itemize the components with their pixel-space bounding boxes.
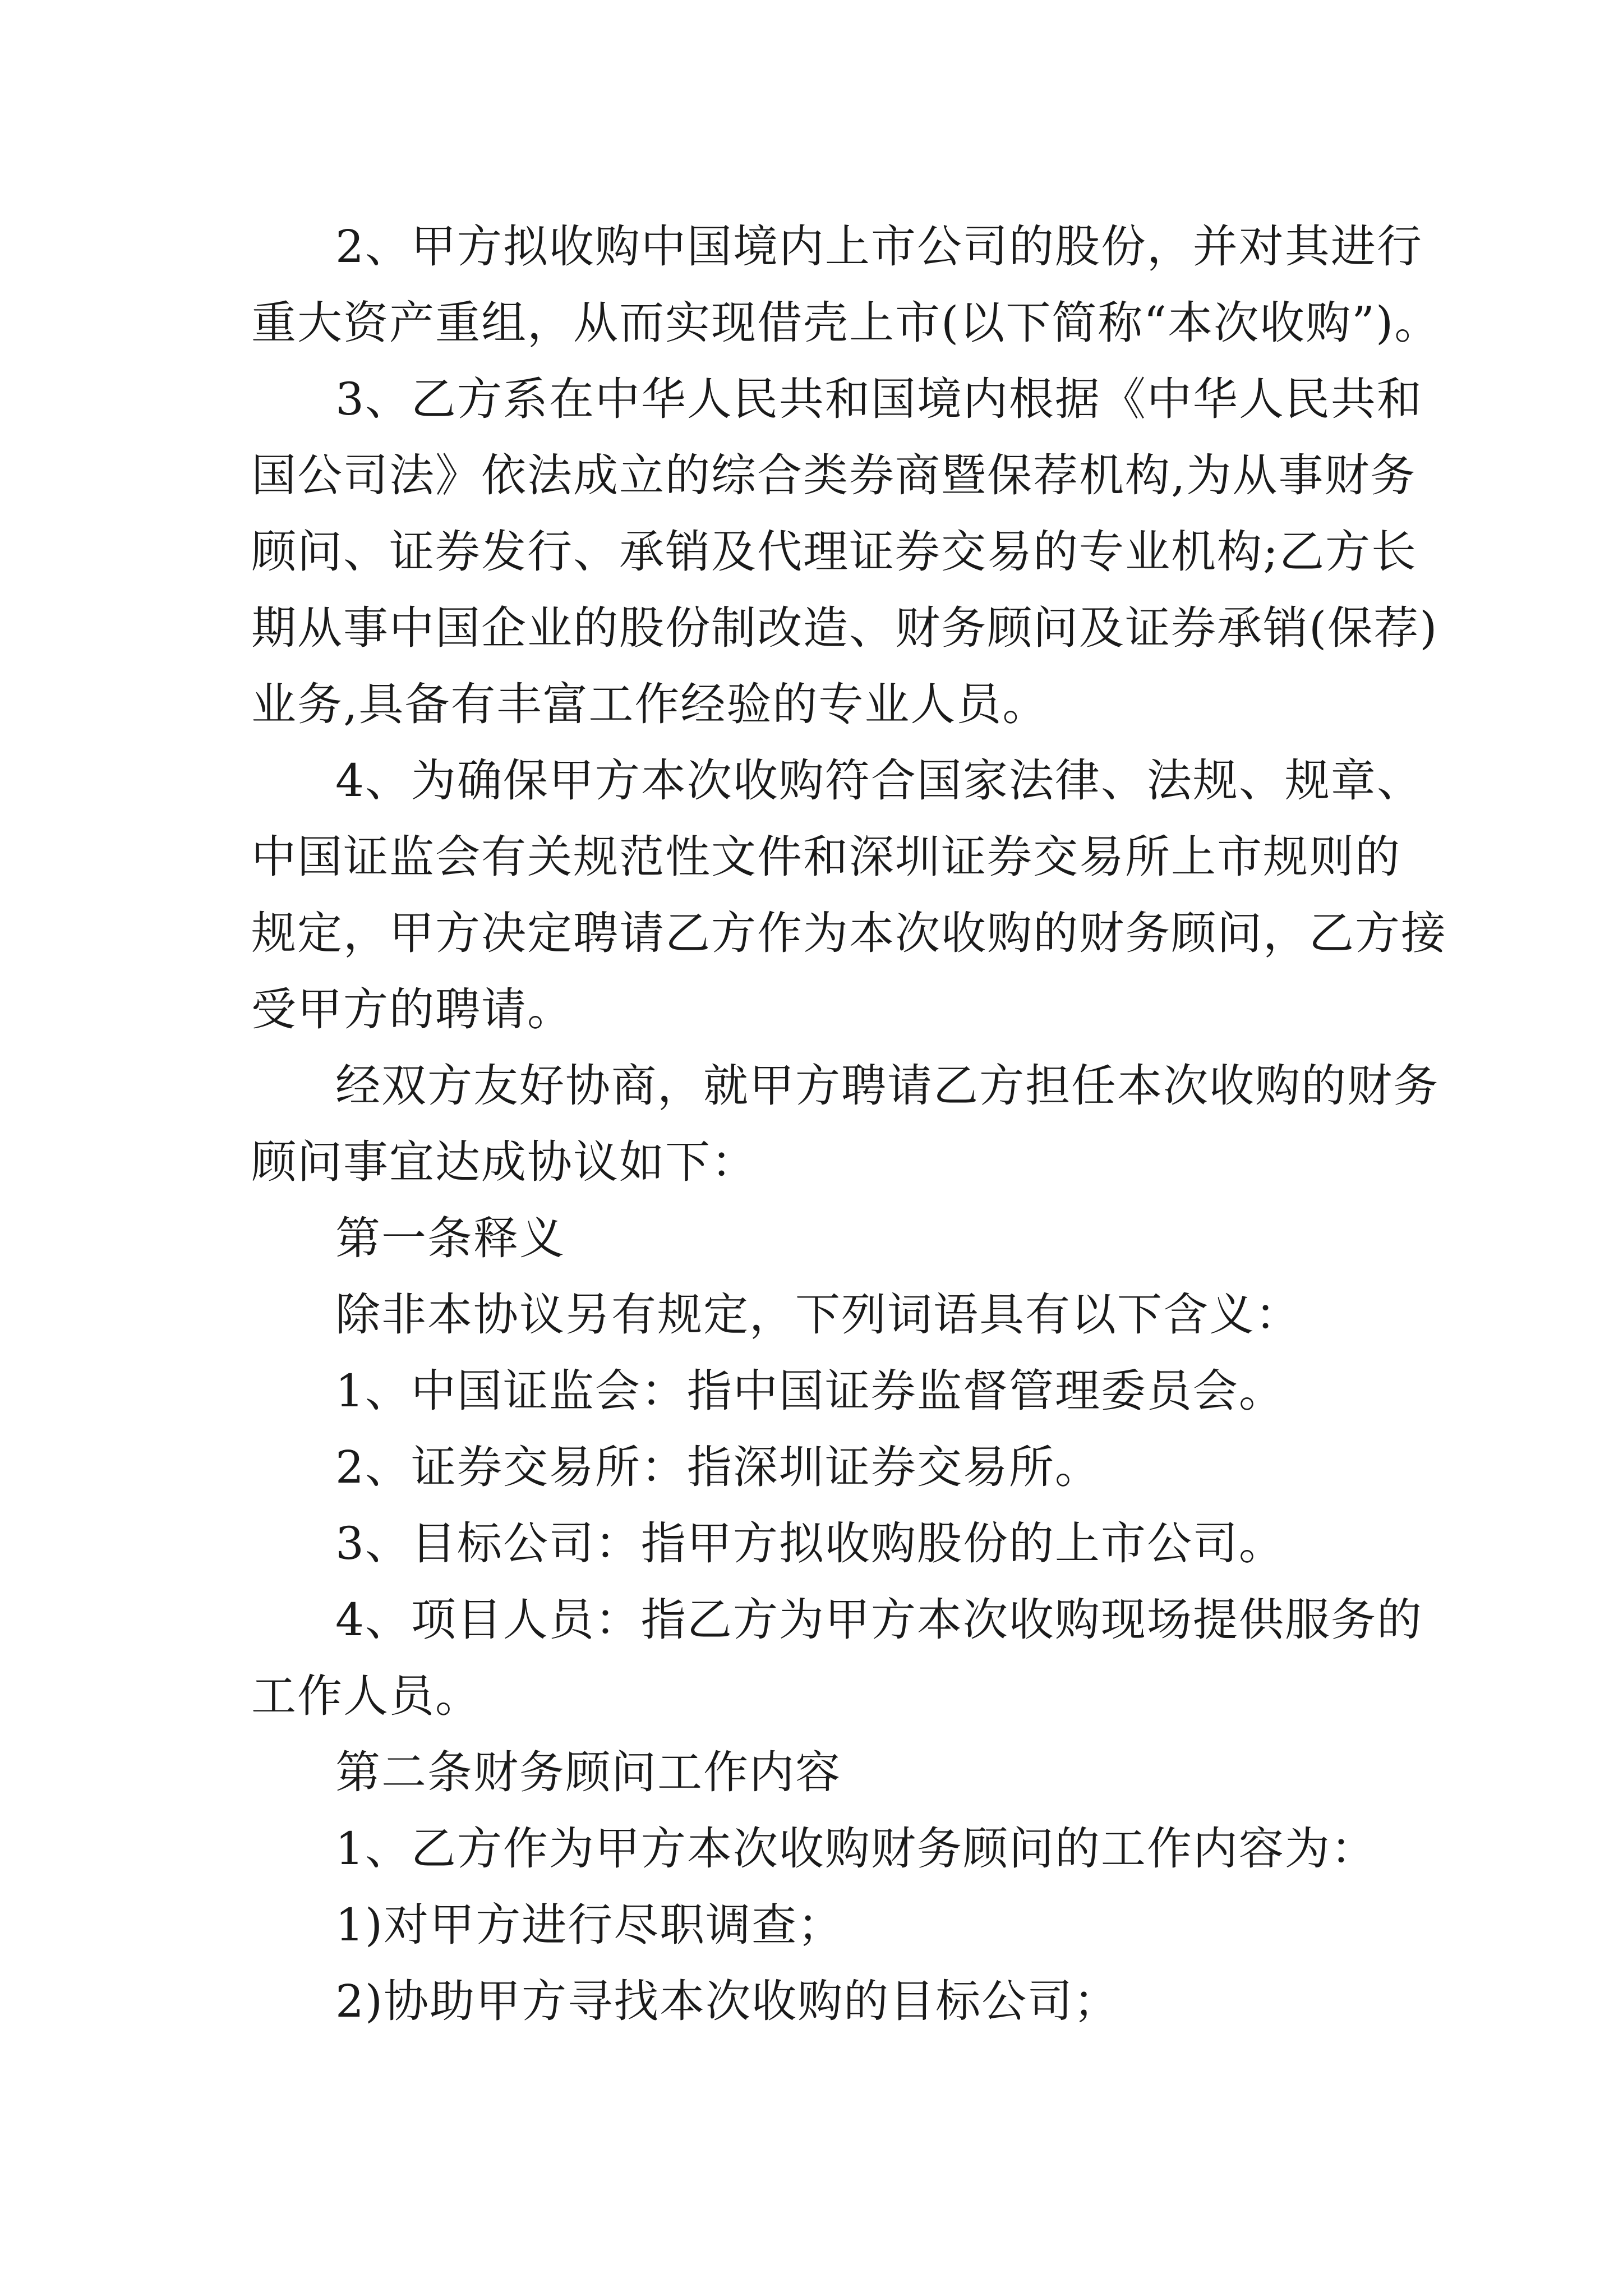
paragraph-line: 4、为确保甲方本次收购符合国家法律、法规、规章、 — [335, 754, 1423, 807]
definition-item: 3、目标公司：指甲方拟收购股份的上市公司。 — [335, 1517, 1285, 1570]
paragraph-line: 业务,具备有丰富工作经验的专业人员。 — [251, 678, 1049, 730]
paragraph-line: 中国证监会有关规范性文件和深圳证券交易所上市规则的 — [251, 831, 1401, 883]
section-heading: 第一条释义 — [335, 1212, 565, 1264]
paragraph-line: 期从事中国企业的股份制改造、财务顾问及证券承销(保荐) — [251, 602, 1438, 654]
definition-item: 4、项目人员：指乙方为甲方本次收购现场提供服务的 — [335, 1594, 1423, 1646]
paragraph-line: 除非本协议另有规定，下列词语具有以下含义： — [335, 1289, 1301, 1341]
list-item: 1)对甲方进行尽职调查； — [335, 1899, 844, 1951]
paragraph-line: 顾问、证券发行、承销及代理证券交易的专业机构;乙方长 — [251, 526, 1417, 578]
paragraph-line: 顾问事宜达成协议如下： — [251, 1136, 757, 1188]
paragraph-line: 3、乙方系在中华人民共和国境内根据《中华人民共和 — [335, 373, 1423, 425]
section-heading: 第二条财务顾问工作内容 — [335, 1746, 841, 1798]
definition-item: 2、证券交易所：指深圳证券交易所。 — [335, 1441, 1101, 1493]
paragraph-line: 规定，甲方决定聘请乙方作为本次收购的财务顾问，乙方接 — [251, 907, 1447, 959]
paragraph-line: 重大资产重组，从而实现借壳上市(以下简称“本次收购”)。 — [251, 297, 1441, 349]
paragraph-line: 国公司法》依法成立的综合类券商暨保荐机构,为从事财务 — [251, 449, 1417, 501]
list-item: 2)协助甲方寻找本次收购的目标公司； — [335, 1975, 1120, 2027]
document-body — [251, 209, 1447, 2040]
paragraph-line: 受甲方的聘请。 — [251, 983, 573, 1036]
paragraph-line: 1、乙方作为甲方本次收购财务顾问的工作内容为： — [335, 1823, 1377, 1875]
definition-item: 1、中国证监会：指中国证券监督管理委员会。 — [335, 1365, 1285, 1417]
paragraph-line: 2、甲方拟收购中国境内上市公司的股份，并对其进行 — [335, 220, 1423, 273]
paragraph-line: 工作人员。 — [251, 1670, 481, 1722]
paragraph-line: 经双方友好协商，就甲方聘请乙方担任本次收购的财务 — [335, 1060, 1439, 1112]
